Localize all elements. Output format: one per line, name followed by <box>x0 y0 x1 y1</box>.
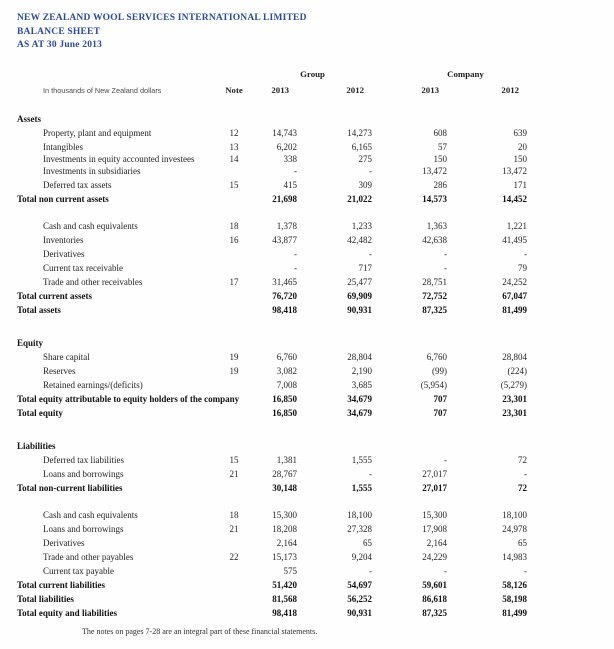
row-label: Trade and other payables <box>43 551 134 562</box>
row-label: Inventories <box>43 234 84 245</box>
line-item-row <box>17 362 527 376</box>
value-cell: 1,555 <box>351 454 372 465</box>
value-cell: - <box>294 165 297 176</box>
value-cell: 18,100 <box>347 509 372 520</box>
row-label: Current tax payable <box>43 565 114 576</box>
value-cell: 1,363 <box>426 220 447 231</box>
value-cell: 17,908 <box>422 523 447 534</box>
spacer-row <box>17 95 527 108</box>
company-2013-header: 2013 <box>421 84 439 95</box>
note-ref: 17 <box>229 276 239 287</box>
value-cell: 90,931 <box>347 607 372 618</box>
row-label: Assets <box>17 113 41 124</box>
value-cell <box>297 435 372 451</box>
value-cell: 150 <box>513 153 528 164</box>
value-cell: 86,618 <box>422 593 447 604</box>
row-label: Total liabilities <box>17 593 74 604</box>
value-cell: 98,418 <box>272 607 297 618</box>
value-cell: 43,877 <box>272 234 297 245</box>
line-item-row <box>17 520 527 534</box>
row-label: Liabilities <box>17 440 56 451</box>
footnote: The notes on pages 7-28 are an integral part of these financial statements. <box>82 626 318 636</box>
value-cell: 67,047 <box>502 290 528 301</box>
value-cell: 6,165 <box>351 141 372 152</box>
value-cell <box>447 435 527 451</box>
value-cell: 1,378 <box>276 220 297 231</box>
value-cell: 13,472 <box>422 165 447 176</box>
statement-date: AS AT 30 June 2013 <box>17 40 103 50</box>
company-2012-header: 2012 <box>501 84 520 95</box>
value-cell: (5,279) <box>500 379 528 390</box>
line-item-row <box>17 176 527 190</box>
row-label: Total assets <box>17 304 61 315</box>
value-cell: - <box>369 565 372 576</box>
total-row <box>17 404 527 418</box>
value-cell: 608 <box>433 127 447 138</box>
row-label: Loans and borrowings <box>43 468 124 479</box>
note-ref: 13 <box>229 141 239 152</box>
value-cell: 34,679 <box>347 393 372 404</box>
note-ref: 15 <box>229 454 239 465</box>
note-ref <box>215 164 253 176</box>
row-label: Loans and borrowings <box>43 523 124 534</box>
value-cell: 90,931 <box>347 304 372 315</box>
note-ref <box>215 590 253 604</box>
note-ref <box>215 479 253 493</box>
total-row <box>17 590 527 604</box>
row-label: Total equity attributable to equity holders of the company <box>17 393 240 404</box>
note-ref: 18 <box>229 220 239 231</box>
value-cell: - <box>294 262 297 273</box>
row-label: Derivatives <box>43 248 85 259</box>
value-cell: 30,148 <box>272 482 297 493</box>
note-ref <box>215 534 253 548</box>
value-cell: 2,164 <box>276 537 297 548</box>
value-cell: 18,208 <box>272 523 297 534</box>
value-cell <box>253 332 297 348</box>
value-cell <box>372 435 447 451</box>
value-cell: 42,638 <box>422 234 447 245</box>
line-item-row <box>17 506 527 520</box>
value-cell: 72 <box>518 482 528 493</box>
value-cell: 2,190 <box>351 365 372 376</box>
line-item-row <box>17 217 527 231</box>
note-ref: 12 <box>229 127 239 138</box>
statement-title: BALANCE SHEET <box>17 26 101 37</box>
value-cell: 28,767 <box>272 468 297 479</box>
group-2012-header: 2012 <box>346 84 364 95</box>
line-item-row <box>17 259 527 273</box>
total-row <box>17 190 527 204</box>
total-row <box>17 287 527 301</box>
value-cell: 14,573 <box>422 193 447 204</box>
company-name: NEW ZEALAND WOOL SERVICES INTERNATIONAL LIMITED <box>17 13 307 23</box>
value-cell: 81,499 <box>502 304 528 315</box>
value-cell: 1,555 <box>351 482 372 493</box>
value-cell: (224) <box>507 365 528 376</box>
line-item-row <box>17 164 527 176</box>
value-cell: 98,418 <box>272 304 297 315</box>
value-cell: 16,850 <box>272 393 297 404</box>
group-column-header: Group <box>300 68 325 79</box>
total-row <box>17 479 527 493</box>
value-cell: - <box>369 165 372 176</box>
line-item-row <box>17 124 527 138</box>
section-header-row <box>17 435 527 451</box>
total-row <box>17 390 527 404</box>
line-item-row <box>17 451 527 465</box>
row-label: Total current liabilities <box>17 579 106 590</box>
value-cell: 24,978 <box>502 523 528 534</box>
value-cell: 415 <box>283 179 297 190</box>
value-cell: 14,983 <box>502 551 528 562</box>
value-cell: - <box>524 248 528 259</box>
value-cell: 707 <box>433 407 447 418</box>
value-cell: 41,495 <box>502 234 528 245</box>
value-cell: 79 <box>518 262 528 273</box>
section-header-row <box>17 332 527 348</box>
value-cell: 150 <box>433 153 447 164</box>
row-label: Cash and cash equivalents <box>43 220 138 231</box>
value-cell: 28,751 <box>422 276 447 287</box>
value-cell: 23,301 <box>502 393 528 404</box>
value-cell: 31,465 <box>272 276 297 287</box>
value-cell: 275 <box>358 153 372 164</box>
group-company-header-row <box>17 63 527 79</box>
line-item-row <box>17 562 527 576</box>
note-ref <box>215 404 253 418</box>
value-cell: 286 <box>433 179 447 190</box>
note-ref: 21 <box>229 523 239 534</box>
note-ref <box>215 301 253 315</box>
value-cell: 2,164 <box>426 537 447 548</box>
value-cell: (99) <box>432 365 447 376</box>
note-ref: 21 <box>229 468 239 479</box>
row-label: Trade and other receivables <box>43 276 143 287</box>
value-cell: 21,022 <box>347 193 372 204</box>
row-label: Investments in equity accounted investees <box>43 153 195 164</box>
value-cell: 707 <box>433 393 447 404</box>
group-2013-header: 2013 <box>271 84 289 95</box>
line-item-row <box>17 465 527 479</box>
value-cell: 6,760 <box>276 351 297 362</box>
note-ref <box>215 108 253 124</box>
note-ref: 19 <box>229 365 239 376</box>
value-cell: 58,126 <box>502 579 528 590</box>
value-cell: 575 <box>283 565 297 576</box>
value-cell: 15,300 <box>272 509 297 520</box>
value-cell: 87,325 <box>422 304 447 315</box>
value-cell: 42,482 <box>347 234 372 245</box>
value-cell: 18,100 <box>502 509 528 520</box>
year-header-row <box>17 79 527 95</box>
row-label: Investments in subsidiaries <box>43 165 141 176</box>
value-cell: 3,685 <box>351 379 372 390</box>
value-cell: 59,601 <box>422 579 447 590</box>
value-cell: - <box>369 248 372 259</box>
note-ref: 19 <box>229 351 239 362</box>
value-cell: 6,202 <box>276 141 297 152</box>
value-cell <box>372 332 447 348</box>
note-ref <box>215 604 253 618</box>
value-cell: - <box>444 248 447 259</box>
row-label: Intangibles <box>43 141 83 152</box>
value-cell: 76,720 <box>272 290 297 301</box>
value-cell: - <box>369 468 372 479</box>
value-cell: 14,273 <box>347 127 372 138</box>
value-cell <box>297 332 372 348</box>
value-cell: 56,252 <box>347 593 372 604</box>
note-ref <box>215 562 253 576</box>
spacer-cell <box>17 418 527 435</box>
company-column-header: Company <box>447 68 484 79</box>
value-cell: 24,252 <box>502 276 528 287</box>
row-label: Property, plant and equipment <box>43 127 152 138</box>
value-cell: 54,697 <box>347 579 372 590</box>
line-item-row <box>17 376 527 390</box>
value-cell: 24,229 <box>422 551 447 562</box>
spacer-cell <box>17 493 527 506</box>
note-ref <box>215 287 253 301</box>
row-label: Deferred tax liabilities <box>43 454 124 465</box>
spacer-cell <box>17 315 527 332</box>
spacer-row <box>17 493 527 506</box>
value-cell: 16,850 <box>272 407 297 418</box>
row-label: Equity <box>17 337 44 348</box>
value-cell <box>447 332 527 348</box>
value-cell: 72 <box>518 454 528 465</box>
value-cell: 27,328 <box>347 523 372 534</box>
value-cell: 87,325 <box>422 607 447 618</box>
line-item-row <box>17 231 527 245</box>
value-cell: 14,452 <box>502 193 528 204</box>
row-label: Total non current assets <box>17 193 109 204</box>
value-cell: 81,568 <box>272 593 297 604</box>
row-label: Current tax receivable <box>43 262 123 273</box>
value-cell: 28,804 <box>502 351 528 362</box>
value-cell: 15,173 <box>272 551 297 562</box>
value-cell: - <box>444 454 447 465</box>
value-cell: 639 <box>513 127 528 138</box>
value-cell: 81,499 <box>502 607 528 618</box>
value-cell: 51,420 <box>272 579 297 590</box>
row-label: Derivatives <box>43 537 85 548</box>
value-cell: 13,472 <box>502 165 528 176</box>
value-cell: - <box>444 565 447 576</box>
row-label: Share capital <box>43 351 90 362</box>
value-cell: 7,008 <box>276 379 297 390</box>
total-row <box>17 604 527 618</box>
note-ref: 18 <box>229 509 239 520</box>
value-cell: - <box>444 262 447 273</box>
value-cell: 6,760 <box>426 351 447 362</box>
value-cell: 23,301 <box>502 407 528 418</box>
line-item-row <box>17 138 527 152</box>
note-column-header: Note <box>225 84 243 95</box>
value-cell: 1,381 <box>276 454 297 465</box>
total-row <box>17 301 527 315</box>
value-cell: 1,233 <box>351 220 372 231</box>
value-cell: - <box>294 248 297 259</box>
balance-sheet-table <box>17 63 527 618</box>
value-cell: 21,698 <box>272 193 297 204</box>
note-ref: 16 <box>229 234 239 245</box>
note-ref <box>215 332 253 348</box>
value-cell: 14,743 <box>272 127 297 138</box>
value-cell: 27,017 <box>422 468 447 479</box>
value-cell: 20 <box>518 141 528 152</box>
value-cell: 9,204 <box>351 551 372 562</box>
row-label: Deferred tax assets <box>43 179 112 190</box>
spacer-cell <box>17 95 527 108</box>
value-cell: 58,198 <box>502 593 528 604</box>
row-label: Retained earnings/(deficits) <box>43 379 143 390</box>
value-cell: 338 <box>283 153 297 164</box>
value-cell: 65 <box>363 537 372 548</box>
value-cell: (5,954) <box>420 379 447 390</box>
value-cell: 717 <box>358 262 372 273</box>
spacer-row <box>17 204 527 217</box>
spacer-row <box>17 418 527 435</box>
row-label: Total equity and liabilities <box>17 607 117 618</box>
value-cell: 1,221 <box>506 220 528 231</box>
row-label: Total current assets <box>17 290 92 301</box>
document-header <box>17 12 614 53</box>
value-cell: 65 <box>518 537 528 548</box>
note-ref <box>215 190 253 204</box>
note-ref: 14 <box>229 153 239 164</box>
note-ref <box>215 376 253 390</box>
value-cell: 3,082 <box>276 365 297 376</box>
note-ref: 22 <box>229 551 239 562</box>
total-row <box>17 576 527 590</box>
value-cell <box>297 108 372 124</box>
note-ref: 15 <box>229 179 239 190</box>
section-header-row <box>17 108 527 124</box>
note-ref <box>215 435 253 451</box>
value-cell <box>372 108 447 124</box>
row-label: Total equity <box>17 407 63 418</box>
value-cell: 27,017 <box>422 482 447 493</box>
value-cell: 34,679 <box>347 407 372 418</box>
value-cell: 69,909 <box>347 290 372 301</box>
row-label: Reserves <box>43 365 76 376</box>
row-label: Cash and cash equivalents <box>43 509 138 520</box>
line-item-row <box>17 348 527 362</box>
note-ref <box>215 259 253 273</box>
value-cell: 57 <box>438 141 447 152</box>
value-cell: 25,477 <box>347 276 372 287</box>
value-cell <box>253 435 297 451</box>
unit-label: In thousands of New Zealand dollars <box>43 85 162 95</box>
value-cell: 28,804 <box>347 351 372 362</box>
line-item-row <box>17 273 527 287</box>
note-ref <box>215 576 253 590</box>
value-cell: 72,752 <box>422 290 447 301</box>
line-item-row <box>17 245 527 259</box>
value-cell: 171 <box>513 179 528 190</box>
spacer-cell <box>17 204 527 217</box>
value-cell <box>447 108 527 124</box>
value-cell: - <box>524 468 528 479</box>
spacer-row <box>17 315 527 332</box>
value-cell: - <box>524 565 528 576</box>
line-item-row <box>17 548 527 562</box>
line-item-row <box>17 152 527 164</box>
row-label: Total non-current liabilities <box>17 482 123 493</box>
value-cell: 309 <box>358 179 372 190</box>
note-ref <box>215 245 253 259</box>
line-item-row <box>17 534 527 548</box>
value-cell <box>253 108 297 124</box>
value-cell: 15,300 <box>422 509 447 520</box>
